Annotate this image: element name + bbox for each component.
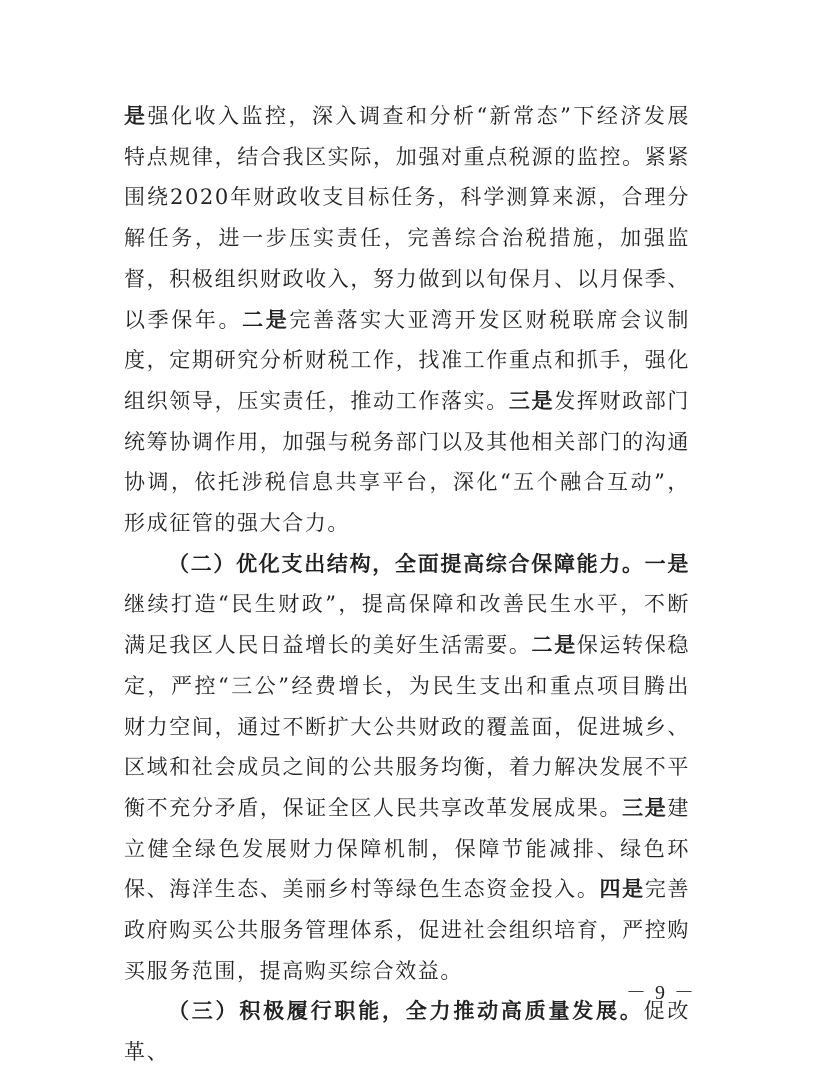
point-marker: 三是: [622, 794, 668, 820]
paragraph-text: 继续打造“民生财政”，提高保障和改善民生水平，不断满足我区人民日益增长的美好生活需要。: [124, 592, 690, 658]
paragraph-text: 发挥财政部门统筹协调作用，加强与税务部门以及其他相关部门的沟通协调，依托涉税信息共享平台，深化“五个融合互动”，形成征管的强大合力。: [124, 388, 691, 536]
point-marker: 二是: [242, 306, 290, 332]
paragraph-text: 保运转保稳定，严控“三公”经费增长，为民生支出和重点项目腾出财力空间，通过不断扩大公共财政的覆盖面，促进城乡、区域和社会成员之间的公共服务均衡，着力解决发展不平衡不充分矛盾，保证全区人民共享改革发展成果。: [124, 633, 691, 820]
body-text: [124, 96, 690, 1073]
point-marker: 三是: [508, 387, 555, 413]
section-heading: （二）优化支出结构，全面提高综合保障能力。一是: [168, 550, 690, 576]
section-heading: （三）积极履行职能，全力推动高质量发展。: [168, 998, 644, 1024]
page-number: － 9 －: [626, 982, 696, 1004]
paragraph-text: 促改革、: [124, 999, 691, 1065]
paragraph-text: 强化收入监控，深入调查和分析“新常态”下经济发展特点规律，结合我区实际，加强对重点税源的监控。紧紧围绕2020年财政收支目标任务，科学测算来源，合理分解任务，进一步压实责任，完善综合治税措施，加强监督，积极组织财政收入，努力做到以旬保月、以月保季、以季保年。: [124, 104, 690, 332]
point-marker: 四是: [599, 876, 645, 902]
point-marker: 是: [124, 103, 148, 128]
paragraph-text: 建立健全绿色发展财力保障机制，保障节能减排、绿色环保、海洋生态、美丽乡村等绿色生态资金投入。: [124, 795, 691, 902]
paragraph-text: 完善政府购买公共服务管理体系，促进社会组织培育，严控购买服务范围，提高购买综合效益。: [124, 877, 691, 983]
point-marker: 二是: [531, 632, 577, 658]
paragraph-revenue-monitoring: [124, 96, 690, 544]
paragraph-section-3: [124, 991, 690, 1072]
paragraph-text: 完善落实大亚湾开发区财税联席会议制度，定期研究分析财税工作，找准工作重点和抓手，强化组织领导，压实责任，推动工作落实。: [124, 307, 691, 413]
paragraph-section-2: [124, 544, 690, 992]
